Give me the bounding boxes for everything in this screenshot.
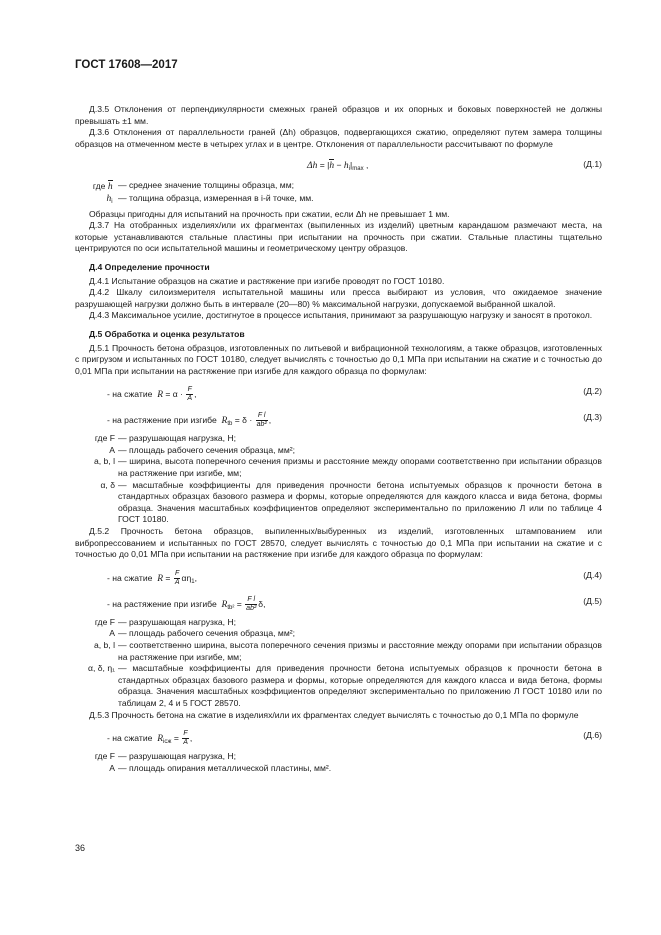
formula-d4: - на сжатие R = $\frac{F}{A}$ $\alpha\eta_1$, (Д.4) — [107, 569, 602, 586]
definitions-d4 — [75, 751, 602, 774]
formula-number: (Д.4) — [583, 569, 602, 580]
paragraph-d35: Д.3.5 Отклонения от перпендикулярности смежных граней образцов и их опорных и боковых поверхностей не должны превышать ±1 мм. — [75, 104, 602, 126]
definitions-d1 — [75, 180, 602, 208]
paragraph-fit: Образцы пригодны для испытаний на прочность при сжатии, если Δh не превышает 1 мм. — [89, 208, 450, 219]
definition-item: где F — разрушающая нагрузка, Н; — [94, 751, 237, 762]
formula-number: (Д.1) — [583, 159, 602, 170]
page-number: 36 — [75, 843, 86, 853]
definition-item: где h — среднее значение толщины образца, мм; — [92, 180, 295, 193]
definition-item: a, b, l — ширина, высота поперечного сечения призмы и расстояние между опорами соответственно при испытании образцов на растяжение при изгибе, мм; — [93, 456, 602, 479]
paragraph-d53: Д.5.3 Прочность бетона на сжатие в изделиях/или их фрагментах следует вычислять с точностью до 0,1 МПа по формуле — [89, 709, 579, 720]
formula-d2: - на сжатие R = α · $\frac{F}{A}$ , (Д.2) — [107, 386, 602, 403]
section-heading-d5: Д.5 Обработка и оценка результатов — [89, 328, 245, 339]
formula-number: (Д.5) — [583, 595, 602, 606]
definition-item: A — площадь рабочего сечения образца, мм²; — [109, 444, 295, 455]
definition-item: где F — разрушающая нагрузка, Н; — [94, 616, 237, 627]
formula-d5: - на растяжение при изгибе $R_{tb^2}$ = $\frac{\text{F l}}{\text{ab²}}$ δ, (Д.5) — [107, 595, 602, 612]
section-heading-d4: Д.4 Определение прочности — [89, 261, 210, 272]
paragraph-d43: Д.4.3 Максимальное усилие, достигнутое в процессе испытания, принимают за разрушающую нагрузку и заносят в протокол. — [89, 310, 593, 321]
formula-d3: - на растяжение при изгибе $R_{tb} = \delta$ · $\frac{\text{F l}}{\text{ab²}}$ , (Д.3) — [107, 412, 602, 429]
paragraph-d51: Д.5.1 Прочность бетона образцов, изготовленных по литьевой и вибрационной технологиям, а также образцов, изготовленных с пригрузом и испытанных по ГОСТ 10180, следует вычислять с точностью до 0,1 МПа при испытании на сжатие и с точностью до 0,01 МПа при испытании на растяжение при изгибе для каждого образца по формулам: — [75, 342, 602, 376]
definition-item: A — площадь опирания металлической пластины, мм². — [109, 762, 332, 773]
definition-item: A — площадь рабочего сечения образца, мм²; — [109, 628, 295, 639]
paragraph-d37: Д.3.7 На отобранных изделиях/или их фрагментах (выпиленных из изделий) цветным карандашом размечают места, на которые устанавливаются стальные пластины при испытании на прочность при сжатии. Стальные пластины тщательно центрируются по оси испытательной машины и геометрическому центру образцов. — [75, 220, 602, 254]
definitions-d3 — [75, 617, 602, 710]
paragraph-d36: Д.3.6 Отклонения от параллельности граней (Δh) образцов, подвергающихся сжатию, определяют путем замера толщины образцов на отмеченном месте в четырех углах и в центре. Отклонения от параллельности рассчитывают по формуле — [75, 127, 602, 149]
definition-item: где F — разрушающая нагрузка, Н; — [94, 433, 237, 444]
formula-d1: $\Delta h = |h - h_i|_{max}$ , (Д.1) — [307, 159, 602, 173]
definition-item: $h_i$ — толщина образца, измеренная в i-й точке, мм. — [106, 192, 314, 205]
definition-item: a, b, l — соответственно ширина, высота поперечного сечения призмы и расстояние между опорами при испытании образцов на растяжение при изгибе, мм; — [93, 640, 602, 662]
paragraph-d52: Д.5.2 Прочность бетона образцов, выпиленных/выбуренных из изделий, изготовленных штампованием или вибропрессованием и испытанных по ГОСТ 28570, следует вычислять с точностью до 0,1 МПа при испытании на сжатие и с точностью до 0,01 МПа при испытании на растяжение при изгибе для каждого образца по формулам: — [75, 526, 602, 560]
formula-d6: - на сжатие $R_{iсж}$ = $\frac{F}{A}$ , (Д.6) — [107, 730, 602, 747]
paragraph-d41: Д.4.1 Испытание образцов на сжатие и растяжение при изгибе проводят по ГОСТ 10180. — [89, 275, 445, 286]
formula-number: (Д.6) — [583, 730, 602, 741]
document-header: ГОСТ 17608—2017 — [75, 59, 178, 71]
formula-number: (Д.3) — [583, 412, 602, 423]
definition-item: α, δ — масштабные коэффициенты для приведения прочности бетона испытуемых образцов к прочности бетона в стандартных образцах базового размера и формы, которые определяются для каждого класса и вида бетона, формы образца. Значения масштабных коэффициентов определяют экспериментально по приложению Л или по таблице 4 ГОСТ 10180. — [100, 479, 602, 525]
document-body — [75, 104, 602, 774]
definitions-d2 — [75, 433, 602, 526]
definition-item: α, δ, η₁ — масштабные коэффициенты для приведения прочности бетона испытуемых образцов к прочности бетона в стандартных образцах базового размера и формы, которые определяются для каждого класса и вида бетона, формы образца. Значения масштабных коэффициентов определяют экспериментально по приложению Л ГОСТ 10180 или по таблицам 2, 4 и 5 ГОСТ 28570. — [88, 663, 602, 708]
formula-number: (Д.2) — [583, 386, 602, 397]
paragraph-d42: Д.4.2 Шкалу силоизмерителя испытательной машины или пресса выбирают из условия, что ожидаемое значение разрушающей нагрузки должно быть в интервале (20—80) % максимальной нагрузки, допускаемой выбранной шкалой. — [75, 287, 602, 309]
